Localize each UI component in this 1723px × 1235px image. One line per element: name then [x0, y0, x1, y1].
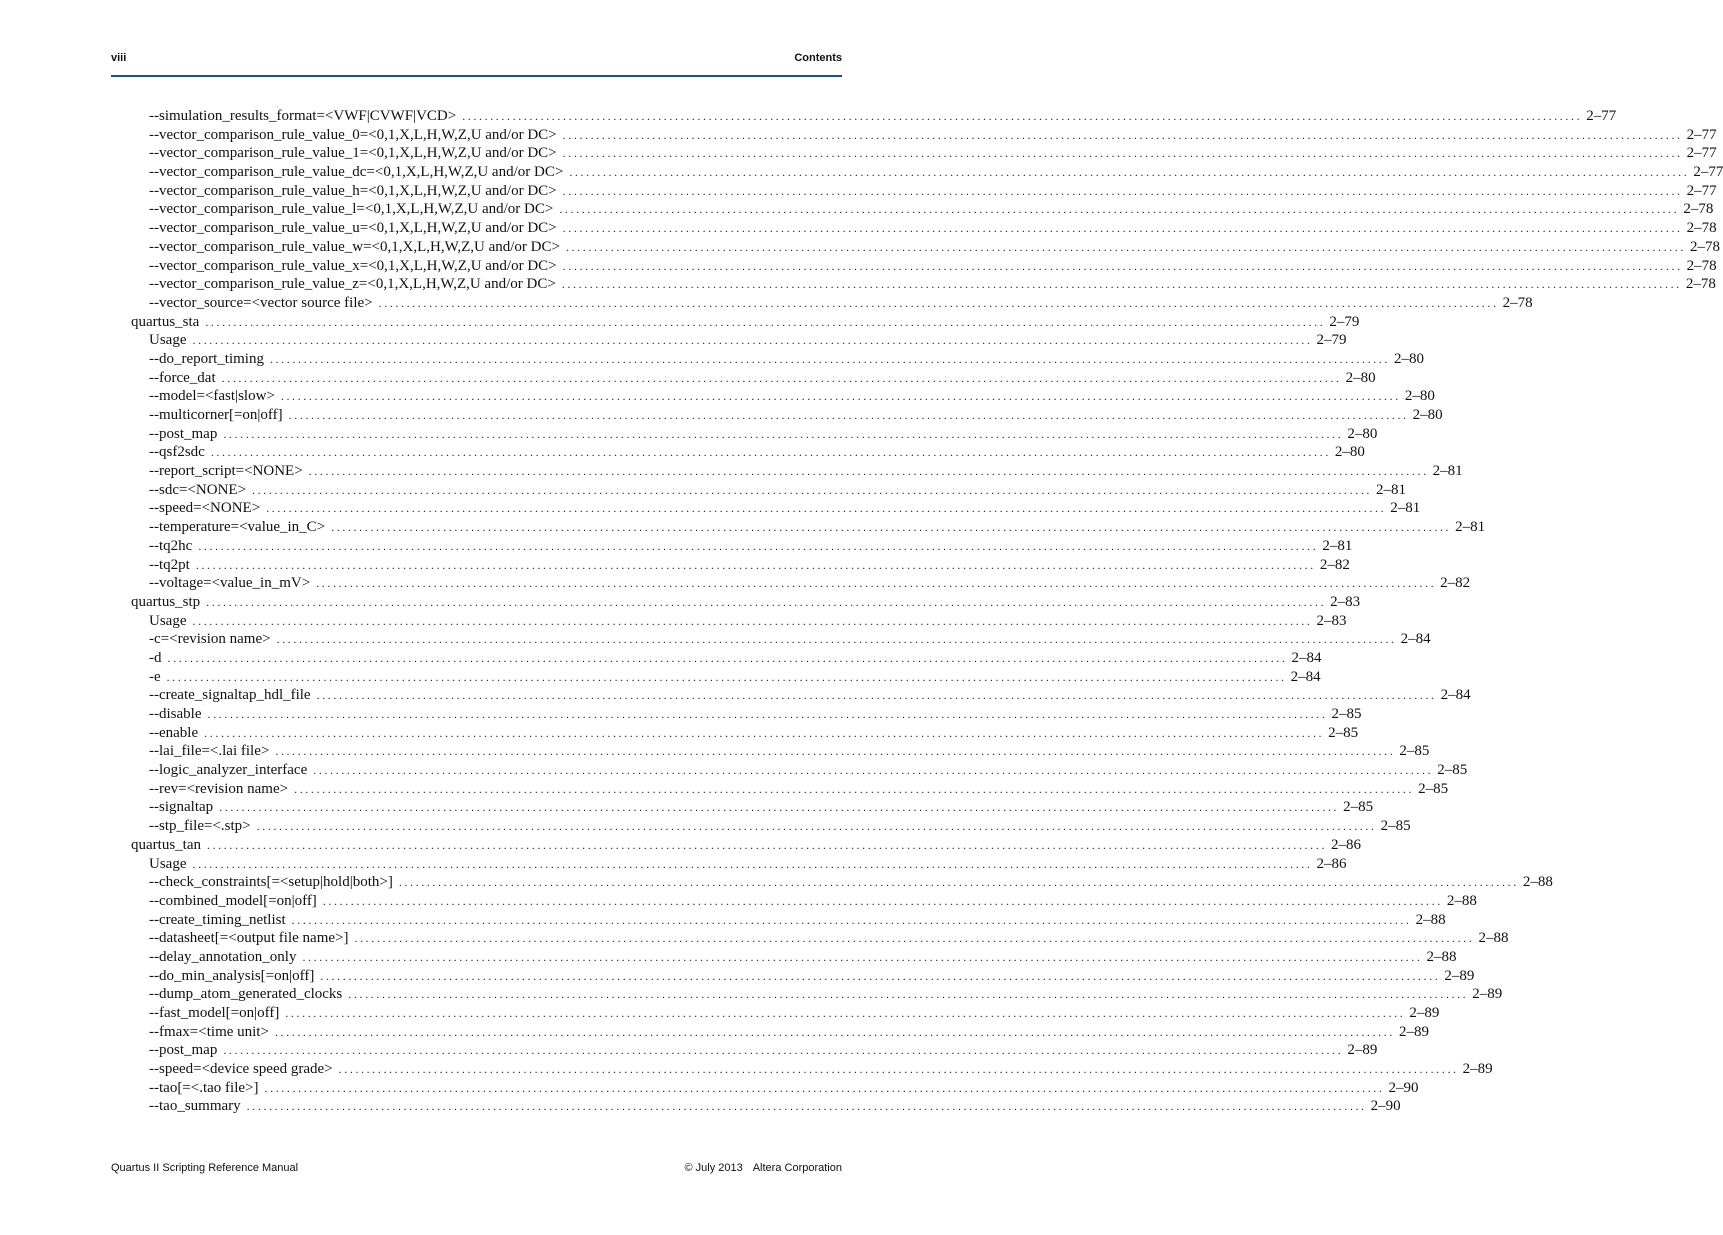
toc-dot-leader: ........................................................................................................................................................................................................ — [256, 819, 1377, 834]
toc-entry-page: 2–78 — [1689, 238, 1720, 255]
toc-entry[interactable] — [0, 967, 1475, 986]
toc-entry-page: 2–83 — [1330, 593, 1361, 610]
toc-entry[interactable] — [0, 163, 1723, 182]
toc-entry-page: 2–86 — [1330, 836, 1361, 853]
page-header — [111, 52, 842, 66]
toc-entry-page: 2–84 — [1291, 649, 1322, 666]
toc-entry-page: 2–89 — [1409, 1005, 1440, 1021]
toc-dot-leader: ........................................................................................................................................................................................................ — [166, 669, 1287, 684]
toc-entry[interactable] — [0, 238, 1720, 257]
toc-entry-label: --post_map — [149, 425, 218, 442]
toc-entry[interactable] — [0, 219, 1717, 238]
toc-entry[interactable] — [0, 537, 1353, 556]
toc-dot-leader: ........................................................................................................................................................................................................ — [264, 1080, 1385, 1095]
toc-entry-label: --do_report_timing — [149, 350, 264, 367]
toc-entry[interactable] — [0, 668, 1321, 687]
toc-dot-leader: ........................................................................................................................................................................................................ — [274, 1024, 1395, 1039]
toc-dot-leader: ........................................................................................................................................................................................................ — [192, 856, 1313, 871]
toc-entry[interactable] — [0, 387, 1435, 406]
toc-dot-leader: ........................................................................................................................................................................................................ — [246, 1099, 1367, 1114]
toc-entry[interactable] — [0, 369, 1376, 388]
manual-title: Quartus II Scripting Reference Manual — [111, 1162, 299, 1174]
toc-entry[interactable] — [0, 1079, 1419, 1098]
toc-dot-leader: ........................................................................................................................................................................................................ — [294, 781, 1415, 796]
toc-entry-page: 2–85 — [1437, 762, 1468, 779]
toc-dot-leader: ........................................................................................................................................................................................................ — [308, 464, 1429, 479]
toc-entry-label: --signaltap — [149, 799, 214, 816]
publication-date: © July 2013 — [684, 1162, 743, 1174]
toc-entry-label: --fmax=<time unit> — [149, 1023, 269, 1040]
toc-entry-page: 2–81 — [1376, 481, 1407, 498]
toc-entry-label: --combined_model[=on|off] — [149, 892, 317, 909]
toc-dot-leader: ........................................................................................................................................................................................................ — [206, 837, 1327, 852]
toc-entry[interactable] — [0, 929, 1509, 948]
toc-entry-label: Usage — [149, 855, 187, 872]
toc-entry[interactable] — [0, 1004, 1440, 1023]
toc-entry-label: --vector_comparison_rule_value_u=<0,1,X,L,H,W,Z,U and/or DC> — [149, 220, 557, 237]
toc-entry-label: --tao[=<.tao file>] — [149, 1079, 259, 1096]
toc-entry-label: quartus_tan — [131, 836, 201, 853]
toc-dot-leader: ........................................................................................................................................................................................................ — [562, 127, 1683, 142]
toc-entry[interactable] — [0, 107, 1617, 126]
toc-entry-page: 2–85 — [1343, 799, 1374, 816]
toc-entry-page: 2–82 — [1319, 556, 1350, 573]
toc-dot-leader: ........................................................................................................................................................................................................ — [192, 613, 1313, 628]
toc-dot-leader: ........................................................................................................................................................................................................ — [223, 1043, 1344, 1058]
toc-entry-page: 2–88 — [1426, 948, 1457, 965]
toc-dot-leader: ........................................................................................................................................................................................................ — [167, 650, 1288, 665]
toc-entry-label: Usage — [149, 332, 187, 349]
toc-entry-page: 2–88 — [1415, 911, 1446, 928]
toc-entry[interactable] — [0, 481, 1407, 500]
toc-dot-leader: ........................................................................................................................................................................................................ — [354, 931, 1475, 946]
toc-dot-leader: ........................................................................................................................................................................................................ — [223, 426, 1344, 441]
toc-entry-page: 2–77 — [1586, 108, 1617, 124]
toc-entry-page: 2–81 — [1432, 463, 1463, 480]
toc-entry-label: --create_timing_netlist — [149, 911, 286, 928]
toc-entry-label: --tq2pt — [149, 556, 190, 573]
toc-dot-leader: ........................................................................................................................................................................................................ — [205, 314, 1326, 329]
table-of-contents — [0, 107, 1723, 1116]
toc-entry[interactable] — [0, 724, 1359, 743]
toc-entry-label: -d — [149, 649, 162, 666]
toc-dot-leader: ........................................................................................................................................................................................................ — [562, 183, 1683, 198]
toc-dot-leader: ........................................................................................................................................................................................................ — [316, 688, 1437, 703]
toc-entry-label: --vector_comparison_rule_value_x=<0,1,X,L,H,W,Z,U and/or DC> — [149, 257, 557, 274]
toc-dot-leader: ........................................................................................................................................................................................................ — [562, 258, 1683, 273]
toc-dot-leader: ........................................................................................................................................................................................................ — [285, 1006, 1406, 1020]
toc-entry[interactable] — [0, 257, 1717, 276]
toc-dot-leader: ........................................................................................................................................................................................................ — [348, 987, 1469, 1002]
toc-dot-leader: ........................................................................................................................................................................................................ — [562, 221, 1683, 236]
toc-entry-label: --rev=<revision name> — [149, 780, 289, 797]
toc-dot-leader: ........................................................................................................................................................................................................ — [291, 912, 1412, 927]
toc-entry-label: --post_map — [149, 1042, 218, 1059]
toc-entry-page: 2–90 — [1370, 1098, 1401, 1115]
toc-entry-label: --logic_analyzer_interface — [149, 762, 308, 779]
toc-entry-page: 2–77 — [1686, 126, 1717, 143]
toc-entry-page: 2–85 — [1418, 780, 1449, 797]
toc-entry[interactable] — [0, 499, 1421, 518]
toc-dot-leader: ........................................................................................................................................................................................................ — [378, 295, 1499, 310]
toc-dot-leader: ........................................................................................................................................................................................................ — [313, 763, 1434, 778]
toc-entry-page: 2–84 — [1440, 687, 1471, 704]
toc-entry[interactable] — [0, 612, 1347, 631]
toc-entry[interactable] — [0, 331, 1347, 350]
toc-entry-label: --enable — [149, 724, 199, 741]
toc-dot-leader: ........................................................................................................................................................................................................ — [280, 389, 1401, 404]
toc-entry-page: 2–81 — [1322, 537, 1353, 554]
toc-entry-page: 2–84 — [1400, 631, 1431, 648]
toc-entry-label: --vector_comparison_rule_value_h=<0,1,X,L,H,W,Z,U and/or DC> — [149, 182, 557, 199]
toc-entry-page: 2–82 — [1440, 575, 1471, 592]
toc-entry[interactable] — [0, 761, 1468, 780]
toc-entry[interactable] — [0, 443, 1365, 462]
toc-entry-label: --qsf2sdc — [149, 444, 205, 461]
toc-entry-label: --tao_summary — [149, 1098, 241, 1115]
toc-entry[interactable] — [0, 742, 1430, 761]
toc-entry[interactable] — [0, 780, 1449, 799]
toc-dot-leader: ........................................................................................................................................................................................................ — [288, 408, 1409, 422]
toc-entry[interactable] — [0, 649, 1322, 668]
toc-entry-page: 2–90 — [1388, 1079, 1419, 1096]
toc-entry-page: 2–89 — [1472, 986, 1503, 1003]
page-number: viii — [111, 52, 127, 64]
toc-entry-label: Usage — [149, 612, 187, 629]
company-name: Altera Corporation — [752, 1162, 842, 1174]
toc-entry-page: 2–88 — [1446, 892, 1477, 909]
toc-entry-label: --vector_comparison_rule_value_1=<0,1,X,L,H,W,Z,U and/or DC> — [149, 145, 557, 162]
toc-entry[interactable] — [0, 985, 1503, 1004]
toc-entry-label: --dump_atom_generated_clocks — [149, 986, 343, 1003]
toc-entry-page: 2–89 — [1462, 1061, 1493, 1078]
toc-entry-page: 2–77 — [1686, 145, 1717, 162]
toc-entry-label: quartus_stp — [131, 593, 201, 610]
toc-entry[interactable] — [0, 462, 1463, 481]
toc-entry-label: --report_script=<NONE> — [149, 463, 303, 480]
toc-entry-page: 2–77 — [1686, 182, 1717, 199]
toc-entry-label: --simulation_results_format=<VWF|CVWF|VCD> — [149, 108, 457, 124]
section-title: Contents — [794, 52, 842, 64]
toc-dot-leader: ........................................................................................................................................................................................................ — [320, 968, 1441, 983]
toc-entry[interactable] — [0, 144, 1717, 163]
toc-entry[interactable] — [0, 406, 1443, 425]
toc-entry[interactable] — [0, 1023, 1429, 1042]
toc-dot-leader: ........................................................................................................................................................................................................ — [206, 594, 1327, 609]
toc-entry-label: --temperature=<value_in_C> — [149, 519, 326, 536]
toc-entry-page: 2–85 — [1331, 706, 1362, 722]
toc-entry[interactable] — [0, 817, 1411, 836]
toc-entry[interactable] — [0, 1060, 1493, 1079]
header-divider — [111, 75, 842, 77]
toc-entry[interactable] — [0, 1097, 1401, 1116]
toc-entry-page: 2–88 — [1522, 874, 1553, 891]
toc-entry[interactable] — [0, 200, 1714, 219]
toc-entry[interactable] — [0, 630, 1431, 649]
toc-dot-leader: ........................................................................................................................................................................................................ — [559, 202, 1680, 217]
toc-entry-label: --fast_model[=on|off] — [149, 1005, 280, 1021]
toc-section-entry[interactable] — [0, 313, 1360, 332]
toc-entry[interactable] — [0, 556, 1350, 575]
toc-section-entry[interactable] — [0, 593, 1361, 612]
toc-entry-label: --stp_file=<.stp> — [149, 818, 251, 835]
toc-entry[interactable] — [0, 275, 1716, 294]
toc-entry-label: --vector_comparison_rule_value_z=<0,1,X,L,H,W,Z,U and/or DC> — [149, 276, 556, 293]
toc-entry-page: 2–80 — [1347, 425, 1378, 442]
toc-entry-page: 2–80 — [1412, 407, 1443, 423]
toc-dot-leader: ........................................................................................................................................................................................................ — [562, 146, 1683, 161]
toc-dot-leader: ........................................................................................................................................................................................................ — [198, 538, 1319, 553]
toc-entry[interactable] — [0, 350, 1424, 369]
toc-entry-page: 2–84 — [1290, 668, 1321, 685]
toc-entry-page: 2–78 — [1686, 220, 1717, 237]
toc-entry-label: --vector_source=<vector source file> — [149, 294, 373, 311]
toc-entry[interactable] — [0, 294, 1533, 313]
toc-dot-leader: ........................................................................................................................................................................................................ — [204, 725, 1325, 740]
toc-entry-page: 2–89 — [1398, 1023, 1429, 1040]
toc-entry-page: 2–79 — [1329, 313, 1360, 330]
toc-entry-label: --create_signaltap_hdl_file — [149, 687, 311, 704]
toc-entry-page: 2–85 — [1328, 724, 1359, 741]
toc-entry-page: 2–80 — [1404, 388, 1435, 405]
toc-entry[interactable] — [0, 705, 1362, 724]
toc-entry-label: --disable — [149, 706, 202, 722]
toc-dot-leader: ........................................................................................................................................................................................................ — [275, 744, 1396, 759]
toc-entry-label: quartus_sta — [131, 313, 200, 330]
toc-entry-page: 2–81 — [1390, 500, 1421, 517]
toc-dot-leader: ........................................................................................................................................................................................................ — [331, 520, 1452, 535]
footer-right — [684, 1162, 842, 1174]
toc-dot-leader: ........................................................................................................................................................................................................ — [210, 445, 1331, 460]
toc-dot-leader: ........................................................................................................................................................................................................ — [195, 557, 1316, 572]
toc-entry-page: 2–89 — [1347, 1042, 1378, 1059]
toc-entry-label: --tq2hc — [149, 537, 193, 554]
toc-entry-label: --vector_comparison_rule_value_w=<0,1,X,L,H,W,Z,U and/or DC> — [149, 238, 560, 255]
toc-entry[interactable] — [0, 892, 1477, 911]
toc-entry[interactable] — [0, 873, 1553, 892]
toc-entry[interactable] — [0, 574, 1471, 593]
toc-dot-leader: ........................................................................................................................................................................................................ — [276, 632, 1397, 647]
toc-dot-leader: ........................................................................................................................................................................................................ — [221, 370, 1342, 385]
toc-entry-label: --sdc=<NONE> — [149, 481, 247, 498]
toc-entry-page: 2–80 — [1393, 350, 1424, 367]
toc-entry-page: 2–88 — [1478, 930, 1509, 947]
toc-dot-leader: ........................................................................................................................................................................................................ — [565, 239, 1686, 254]
toc-dot-leader: ........................................................................................................................................................................................................ — [561, 277, 1682, 292]
toc-dot-leader: ........................................................................................................................................................................................................ — [219, 800, 1340, 815]
toc-entry[interactable] — [0, 686, 1471, 705]
toc-dot-leader: ........................................................................................................................................................................................................ — [316, 576, 1437, 591]
toc-entry[interactable] — [0, 518, 1486, 537]
toc-entry[interactable] — [0, 126, 1717, 145]
toc-entry[interactable] — [0, 1041, 1378, 1060]
page-footer — [111, 1162, 842, 1176]
toc-entry-label: --vector_comparison_rule_value_dc=<0,1,X,L,H,W,Z,U and/or DC> — [149, 164, 564, 181]
toc-dot-leader: ........................................................................................................................................................................................................ — [252, 482, 1373, 497]
toc-entry-page: 2–78 — [1685, 276, 1716, 293]
toc-dot-leader: ........................................................................................................................................................................................................ — [266, 501, 1387, 516]
toc-entry-page: 2–78 — [1502, 294, 1533, 311]
toc-dot-leader: ........................................................................................................................................................................................................ — [569, 165, 1690, 180]
toc-entry[interactable] — [0, 911, 1446, 930]
toc-entry-page: 2–79 — [1316, 332, 1347, 349]
toc-entry-label: --voltage=<value_in_mV> — [149, 575, 311, 592]
toc-entry-page: 2–85 — [1380, 818, 1411, 835]
toc-entry-page: 2–81 — [1455, 519, 1486, 536]
toc-entry-page: 2–83 — [1316, 612, 1347, 629]
toc-dot-leader: ........................................................................................................................................................................................................ — [462, 109, 1583, 123]
toc-dot-leader: ........................................................................................................................................................................................................ — [269, 351, 1390, 366]
toc-entry-page: 2–78 — [1683, 201, 1714, 218]
toc-entry-label: --model=<fast|slow> — [149, 388, 275, 405]
toc-entry-label: -e — [149, 668, 161, 685]
toc-dot-leader: ........................................................................................................................................................................................................ — [302, 949, 1423, 964]
toc-entry[interactable] — [0, 855, 1347, 874]
toc-dot-leader: ........................................................................................................................................................................................................ — [192, 333, 1313, 348]
toc-entry-page: 2–80 — [1334, 444, 1365, 461]
toc-entry-label: --speed=<device speed grade> — [149, 1061, 333, 1078]
toc-entry-label: --datasheet[=<output file name>] — [149, 930, 349, 947]
toc-entry[interactable] — [0, 425, 1378, 444]
toc-entry-label: --delay_annotation_only — [149, 948, 297, 965]
toc-dot-leader: ........................................................................................................................................................................................................ — [398, 875, 1519, 890]
toc-entry-label: --force_dat — [149, 369, 216, 386]
toc-entry-label: --multicorner[=on|off] — [149, 407, 283, 423]
toc-entry-label: --do_min_analysis[=on|off] — [149, 967, 315, 984]
toc-entry[interactable] — [0, 948, 1457, 967]
toc-entry-label: --lai_file=<.lai file> — [149, 743, 270, 760]
toc-entry-label: --check_constraints[=<setup|hold|both>] — [149, 874, 393, 891]
toc-dot-leader: ........................................................................................................................................................................................................ — [322, 893, 1443, 908]
toc-section-entry[interactable] — [0, 836, 1361, 855]
toc-entry-label: --vector_comparison_rule_value_0=<0,1,X,L,H,W,Z,U and/or DC> — [149, 126, 557, 143]
toc-entry-page: 2–85 — [1399, 743, 1430, 760]
toc-entry-label: --vector_comparison_rule_value_l=<0,1,X,L,H,W,Z,U and/or DC> — [149, 201, 554, 218]
toc-entry-label: --speed=<NONE> — [149, 500, 261, 517]
toc-entry-page: 2–78 — [1686, 257, 1717, 274]
toc-dot-leader: ........................................................................................................................................................................................................ — [338, 1062, 1459, 1077]
toc-entry-label: -c=<revision name> — [149, 631, 271, 648]
toc-entry-page: 2–80 — [1345, 369, 1376, 386]
toc-entry-page: 2–86 — [1316, 855, 1347, 872]
toc-entry-page: 2–89 — [1444, 967, 1475, 984]
toc-dot-leader: ........................................................................................................................................................................................................ — [207, 707, 1328, 721]
toc-entry[interactable] — [0, 182, 1717, 201]
toc-entry[interactable] — [0, 798, 1374, 817]
toc-entry-page: 2–77 — [1693, 164, 1723, 181]
